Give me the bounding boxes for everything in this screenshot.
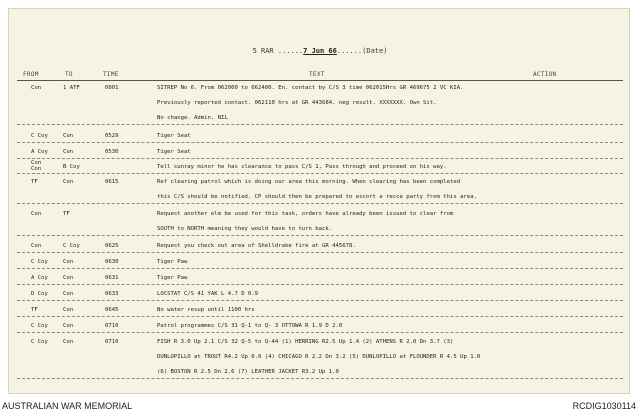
entry-text-line: Tell sunray minor he has clearance to pass C/S 1, Pass through and proceed on his way. <box>157 164 447 170</box>
entry-from: TF <box>31 307 38 313</box>
entry-to: 1 ATF <box>63 85 80 91</box>
entry-time: 0630 <box>105 259 119 265</box>
entry-time: 0530 <box>105 149 119 155</box>
entry-text-line: SOUTH to NORTH meaning they would have to turn back. <box>157 226 333 232</box>
entry-time: 0529 <box>105 133 119 139</box>
entry-to: B Coy <box>63 164 80 170</box>
entry-text-line: No change. Admin. NIL <box>157 115 228 121</box>
entry-time: 0615 <box>105 179 119 185</box>
entry-from: A Coy <box>31 149 48 155</box>
entry-text-line: (6) BOSTON R 2.5 Dn 2.6 (7) LEATHER JACKET R3.2 Up 1.0 <box>157 369 339 375</box>
entry-from: Con <box>31 160 42 166</box>
entry-from: Con <box>31 85 42 91</box>
col-time: TIME <box>103 71 119 78</box>
entry-separator <box>17 252 623 253</box>
entry-separator <box>17 235 623 236</box>
entry-separator <box>17 142 623 143</box>
entry-to: TF <box>63 211 70 217</box>
entry-time: 0625 <box>105 243 119 249</box>
entry-separator <box>17 124 623 125</box>
entry-from: A Coy <box>31 275 48 281</box>
entry-from: TF <box>31 179 38 185</box>
entry-time: 0631 <box>105 275 119 281</box>
entry-from: Con <box>31 211 42 217</box>
archive-ref: RCDIG1030114 <box>572 401 636 411</box>
entry-to: C Coy <box>63 243 80 249</box>
entry-from: C Coy <box>31 259 48 265</box>
entry-to: Con <box>63 133 74 139</box>
entry-separator <box>17 332 623 333</box>
entry-to: Con <box>63 179 74 185</box>
entry-text-line: DUNLOPILLO at TROUT R4.2 Up 0.0 (4) CHICAGO R 2.2 Dn 3.2 (5) DUNLOPILLO at FLOUNDER R 4.5 Up 1.0 <box>157 354 481 360</box>
entry-from: Con <box>31 166 42 172</box>
col-text: TEXT <box>309 71 325 78</box>
entry-text-line: Previously reported contact. 062110 hrs at GR 443684. neg result. XXXXXXX. Own Sit. <box>157 100 437 106</box>
entry-time: 0645 <box>105 307 119 313</box>
entry-text-line: Tiger Paw <box>157 275 188 281</box>
entry-text-line: Ref clearing patrol which is doing our area this morning. When clearing has been completed <box>157 179 461 185</box>
entry-text-line: FISH R 3.0 Up 2.1 C/S 32 Q-5 to Q-44 (1) HERRING R2.5 Up 1.4 (2) ATHENS R 2.0 Dn 3.7 (3) <box>157 339 454 345</box>
entry-to: Con <box>63 323 74 329</box>
entry-separator <box>17 300 623 301</box>
entry-to: Con <box>63 149 74 155</box>
entry-separator <box>17 284 623 285</box>
entry-time: 0710 <box>105 323 119 329</box>
col-from: FROM <box>23 71 39 78</box>
entry-text-line: Tiger Seat <box>157 133 191 139</box>
entry-text-line: Patrol programmes C/S 31 Q-1 to Q- 3 OTTOWA R 1.9 D 2.0 <box>157 323 343 329</box>
entry-from: D Coy <box>31 291 48 297</box>
log-header <box>9 47 631 55</box>
entry-from: C Coy <box>31 339 48 345</box>
entry-text-line: Tiger Seat <box>157 149 191 155</box>
entry-separator <box>17 316 623 317</box>
entry-time: 0633 <box>105 291 119 297</box>
entry-separator <box>17 203 623 204</box>
entry-time: 0710 <box>105 339 119 345</box>
entry-to: Con <box>63 291 74 297</box>
entry-text-line: Request another elm be used for this task, orders have already been issued to clear from <box>157 211 454 217</box>
entry-text-line: this C/S should be notified. CP should then be prepared to escort a recce party from this area. <box>157 194 477 200</box>
entry-from: C Coy <box>31 133 48 139</box>
entry-to: Con <box>63 339 74 345</box>
entry-separator <box>17 268 623 269</box>
entry-text-line: Request you check out area of Shelldrake fire at GR 445678. <box>157 243 356 249</box>
col-to: TO <box>65 71 73 78</box>
log-sheet <box>8 8 630 394</box>
entry-separator <box>17 378 623 379</box>
entry-from: C Coy <box>31 323 48 329</box>
archive-name: AUSTRALIAN WAR MEMORIAL <box>2 401 133 411</box>
entry-separator <box>17 158 623 159</box>
entry-to: Con <box>63 307 74 313</box>
entry-separator <box>17 173 623 174</box>
date-label: ......(Date) <box>336 47 388 55</box>
col-action: ACTION <box>533 71 557 78</box>
header-rule <box>17 80 623 81</box>
entry-time: 0001 <box>105 85 119 91</box>
entry-to: Con <box>63 275 74 281</box>
log-date: 7 Jun 66 <box>303 47 337 55</box>
entry-text-line: Tiger Paw <box>157 259 188 265</box>
entry-text-line: LOCSTAT C/S 41 YAK L 4.7 D 0.9 <box>157 291 259 297</box>
entry-text-line: No water resup until 1100 hrs <box>157 307 255 313</box>
entry-from: Con <box>31 243 42 249</box>
unit-label: 5 RAR ...... <box>252 47 304 55</box>
entry-to: Con <box>63 259 74 265</box>
entry-text-line: SITREP No 6. From 062000 to 062400. En. contact by C/S 3 time 062015Hrs GR 469675 2 VC KIA. <box>157 85 464 91</box>
